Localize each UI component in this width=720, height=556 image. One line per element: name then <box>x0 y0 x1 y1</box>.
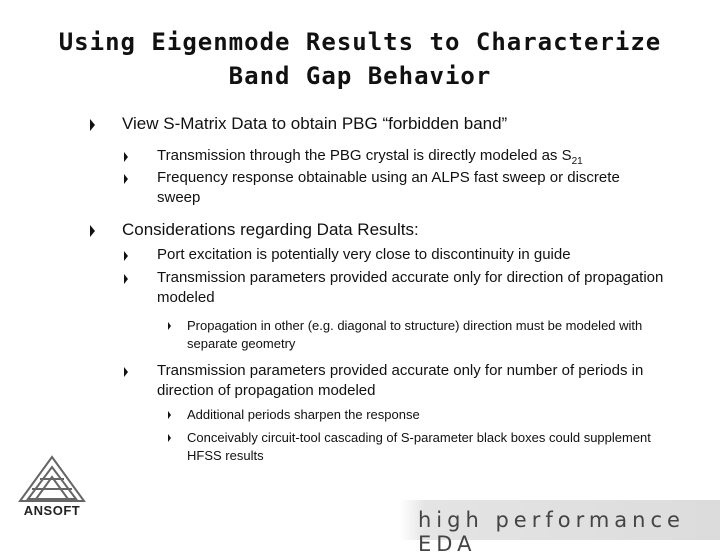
bullet-text: Additional periods sharpen the response <box>187 407 420 422</box>
bullet-marker <box>124 152 128 162</box>
bullet-text: Transmission parameters provided accurate only for number of periods in direction of propagation modeled <box>157 362 644 399</box>
bullet-marker <box>124 274 128 284</box>
bullet-text: View S-Matrix Data to obtain PBG “forbidden band” <box>122 114 508 133</box>
slide-title-line-2: Band Gap Behavior <box>228 62 492 90</box>
bullet-text: Transmission parameters provided accurate only for direction of propagation modeled <box>157 269 664 306</box>
logo-wordmark: ANSOFT <box>23 503 81 518</box>
bullet-marker <box>90 225 95 237</box>
bullet-text-main: Transmission through the PBG crystal is directly modeled as S <box>157 147 572 164</box>
bullet-marker <box>124 174 128 184</box>
bullet-text: Port excitation is potentially very close to discontinuity in guide <box>157 246 571 263</box>
bullet-text: Conceivably circuit-tool cascading of S-parameter black boxes could supplement HFSS results <box>187 430 651 463</box>
bullet-marker <box>168 322 171 330</box>
bullet-marker <box>168 434 171 442</box>
bullet-text: Propagation in other (e.g. diagonal to structure) direction must be modeled with separate geometry <box>187 318 643 351</box>
bullet-text: Frequency response obtainable using an ALPS fast sweep or discrete sweep <box>157 169 620 206</box>
bullet-marker <box>124 251 128 261</box>
bullet-marker <box>168 411 171 419</box>
footer-tagline: high performance EDA <box>418 508 685 556</box>
slide-title-line-1: Using Eigenmode Results to Characterize <box>58 28 662 56</box>
subscript: 21 <box>571 156 583 167</box>
bullet-text: Considerations regarding Data Results: <box>122 220 419 239</box>
bullet-marker <box>90 119 95 131</box>
bullet-marker <box>124 367 128 377</box>
